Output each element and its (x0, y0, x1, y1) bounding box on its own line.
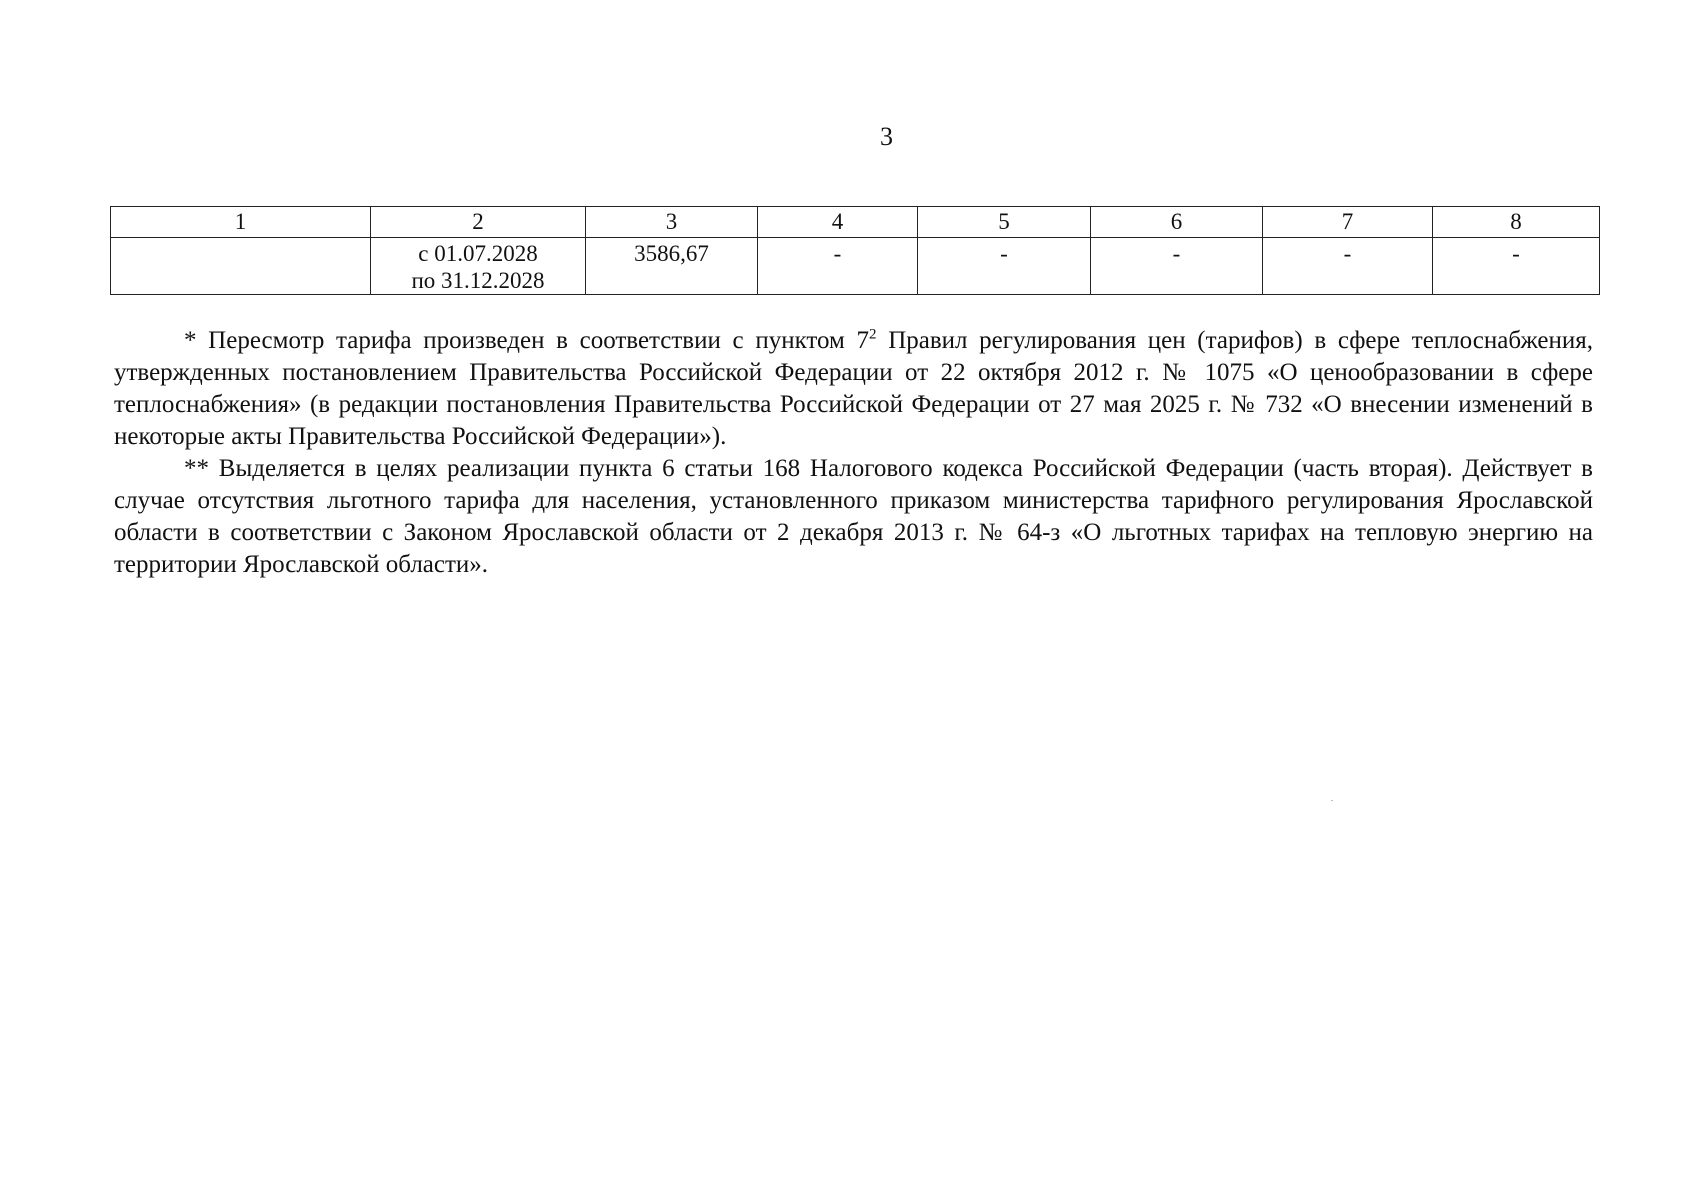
footnote-1-end: Правил регулирования цен (тарифов) в сфере теплоснабжения, утвержденных постановлением Правительства Российской Федерации от 22 октября 2012 г. № 1075 «О ценообразовании в сфере теплоснабжения» (в редакции постановления Правительства Российской Федерации от 27 мая 2025 г. № 732 «О внесении изменений в некоторые акты Правительства Российской Федерации»). (114, 327, 1593, 450)
table-row (111, 238, 1600, 295)
table-header-cell: 3 (586, 207, 758, 238)
table-cell-col7: - (1263, 238, 1433, 295)
table-cell-period (371, 238, 586, 295)
table-header-cell: 6 (1091, 207, 1263, 238)
table-header-cell: 4 (758, 207, 918, 238)
table-cell-col6: - (1091, 238, 1263, 295)
table-cell-tariff: 3586,67 (586, 238, 758, 295)
table-header-cell: 2 (371, 207, 586, 238)
period-to: по 31.12.2028 (411, 268, 545, 293)
table-cell-col1 (111, 238, 371, 295)
table-header-cell: 7 (1263, 207, 1433, 238)
table-header-cell: 1 (111, 207, 371, 238)
table-cell-col8: - (1433, 238, 1600, 295)
footnote-1 (114, 325, 1593, 453)
table-header-cell: 5 (918, 207, 1091, 238)
table-cell-col5: - (918, 238, 1091, 295)
scan-speck (1331, 800, 1333, 801)
table-cell-col4: - (758, 238, 918, 295)
footnote-1-start: * Пересмотр тарифа произведен в соответствии с пунктом 7 (184, 327, 870, 354)
footnote-1-superscript: 2 (869, 326, 877, 343)
footnote-2: ** Выделяется в целях реализации пункта 6 статьи 168 Налогового кодекса Российской Федерации (часть вторая). Действует в случае отсутствия льготного тарифа для населения, установленного приказом министерства тарифного регулирования Ярославской области в соответствии с Законом Ярославской области от 2 декабря 2013 г. № 64-з «О льготных тарифах на тепловую энергию на территории Ярославской области». (114, 455, 1593, 578)
page-number: 3 (880, 122, 893, 151)
tariff-table (110, 206, 1600, 295)
footnotes (114, 325, 1593, 581)
period-from: с 01.07.2028 (418, 241, 538, 266)
table-header-row (111, 207, 1600, 238)
table-header-cell: 8 (1433, 207, 1600, 238)
